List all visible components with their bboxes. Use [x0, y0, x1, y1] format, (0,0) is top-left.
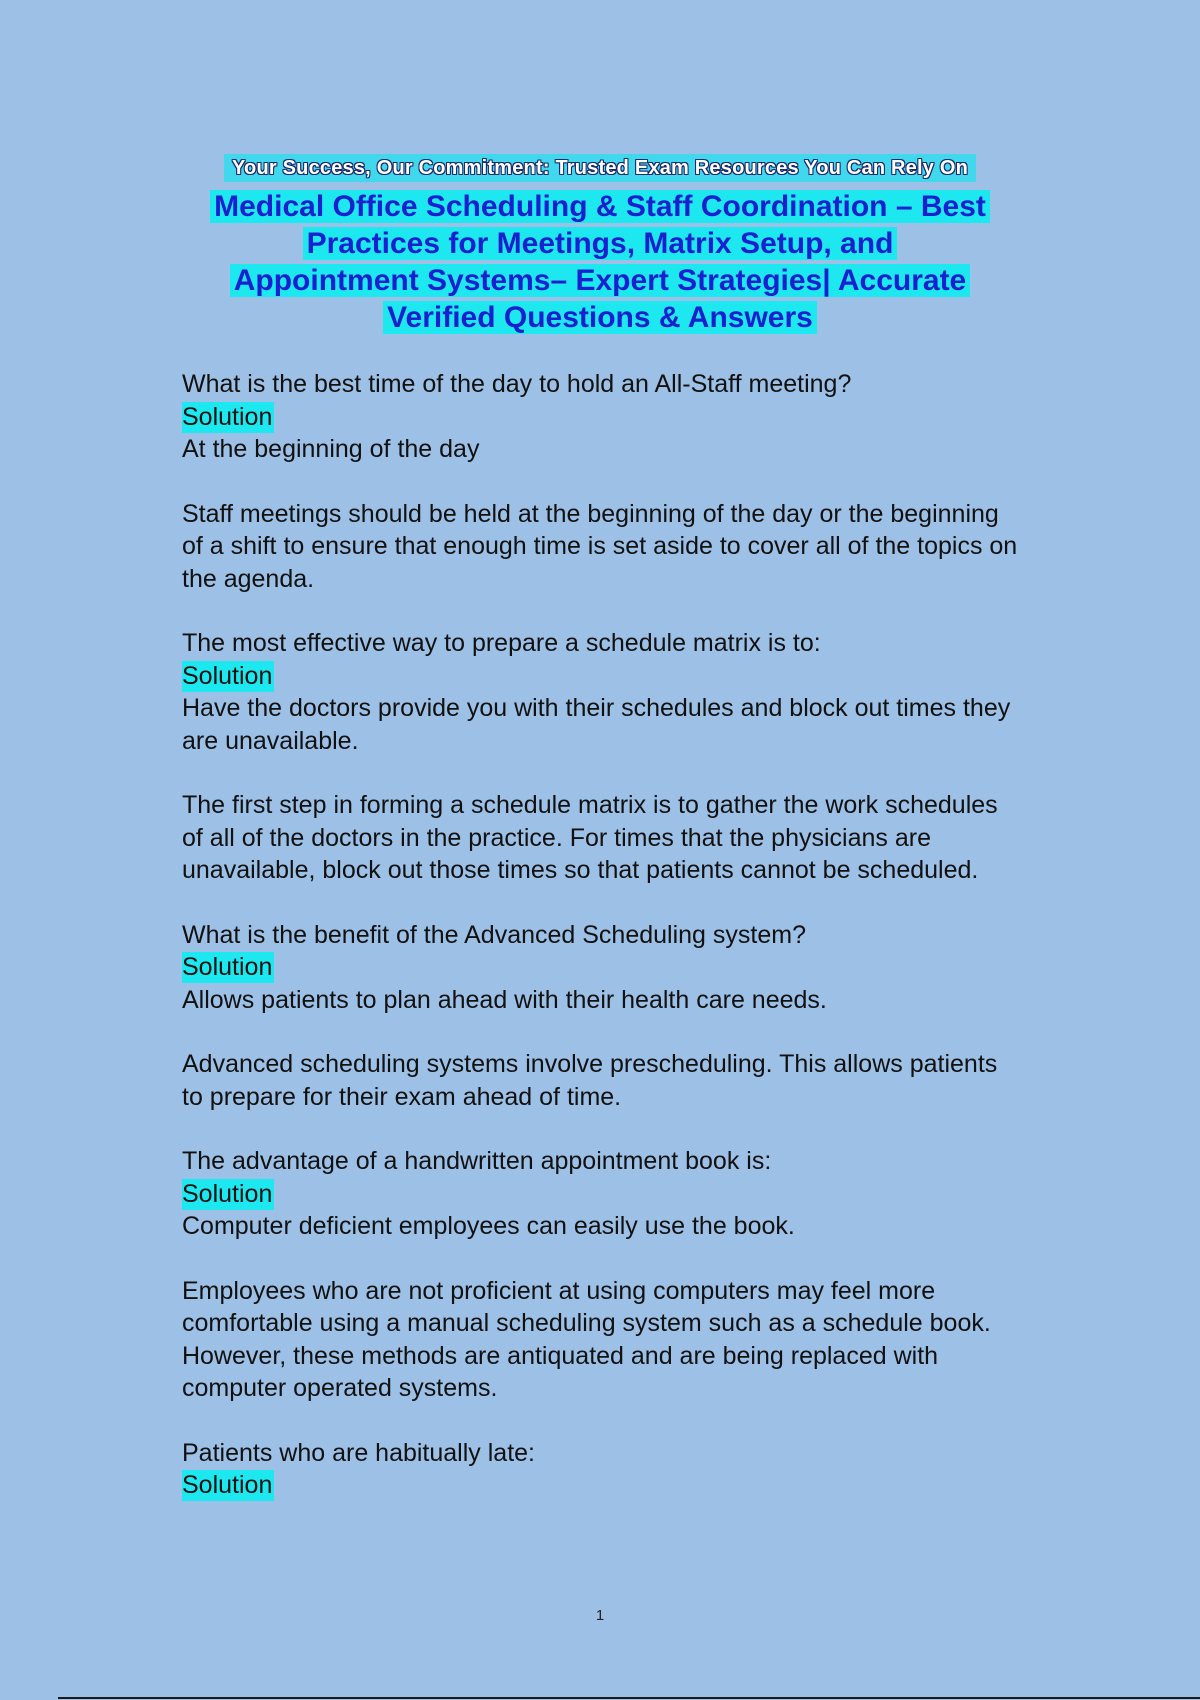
- title-line-4: Verified Questions & Answers: [383, 301, 817, 334]
- tagline-text: Your Success, Our Commitment: Trusted Exam Resources You Can Rely On: [224, 154, 976, 182]
- qa-item: [182, 627, 1022, 887]
- solution-label: Solution: [182, 661, 273, 690]
- question-text: What is the best time of the day to hold an All-Staff meeting?: [182, 370, 852, 398]
- solution-label: Solution: [182, 953, 273, 981]
- qa-item: [182, 368, 1022, 595]
- answer-text: Computer deficient employees can easily use the book.: [182, 1212, 795, 1240]
- page-divider: [58, 1697, 1200, 1699]
- question-text: What is the benefit of the Advanced Scheduling system?: [182, 920, 806, 949]
- solution-label: Solution: [182, 1179, 273, 1208]
- qa-item: [182, 1145, 1022, 1405]
- solution-label: Solution: [182, 402, 273, 431]
- document-title: [170, 188, 1030, 336]
- solution-label: Solution: [182, 1471, 273, 1499]
- qa-content: [182, 368, 1022, 1534]
- qa-item: [182, 1437, 1022, 1502]
- question-text: Patients who are habitually late:: [182, 1438, 535, 1467]
- title-line-1: Medical Office Scheduling & Staff Coordination – Best: [210, 190, 990, 223]
- page-number: 1: [595, 1607, 605, 1624]
- answer-text: At the beginning of the day: [182, 435, 480, 463]
- question-text: The advantage of a handwritten appointment book is:: [182, 1147, 772, 1175]
- title-line-3: Appointment Systems– Expert Strategies| Accurate: [230, 264, 971, 297]
- qa-item: [182, 919, 1022, 1114]
- explanation-text: The first step in forming a schedule matrix is to gather the work schedules of all of the doctors in the practice. For times that the physicians are unavailable, block out those times so that patients cannot be scheduled.: [182, 791, 998, 884]
- answer-text: Have the doctors provide you with their schedules and block out times they are unavailable.: [182, 694, 1011, 755]
- explanation-text: Advanced scheduling systems involve prescheduling. This allows patients to prepare for their exam ahead of time.: [182, 1050, 998, 1111]
- answer-text: Allows patients to plan ahead with their health care needs.: [182, 985, 827, 1014]
- tagline-banner: [0, 154, 1200, 182]
- explanation-text: Employees who are not proficient at using computers may feel more comfortable using a manual scheduling system such as a schedule book. However, these methods are antiquated and are being replaced with computer operated systems.: [182, 1276, 991, 1402]
- question-text: The most effective way to prepare a schedule matrix is to:: [182, 629, 821, 657]
- title-line-2: Practices for Meetings, Matrix Setup, and: [303, 227, 898, 260]
- explanation-text: Staff meetings should be held at the beginning of the day or the beginning of a shift to ensure that enough time is set aside to cover all of the topics on the agenda.: [182, 499, 1018, 593]
